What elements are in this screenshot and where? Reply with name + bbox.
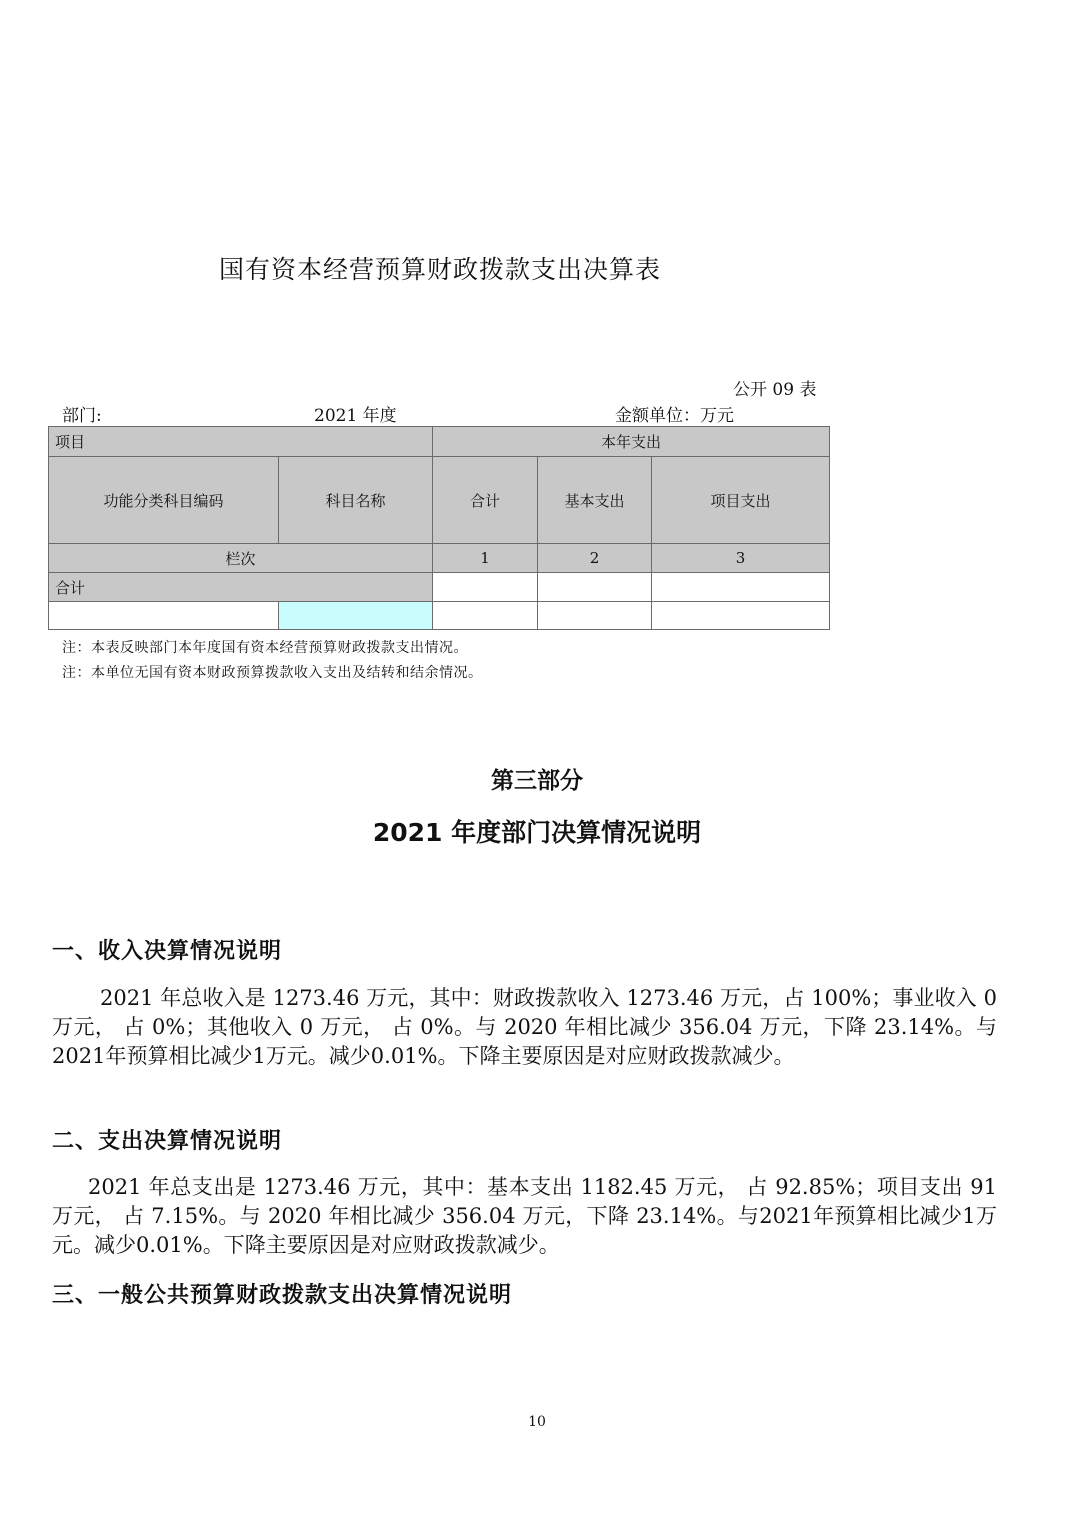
- total-row-basic-cell: [538, 573, 652, 602]
- section-2-paragraph: [52, 1173, 997, 1260]
- department-label: 部门:: [62, 406, 102, 426]
- data-row-total-cell: [433, 602, 538, 630]
- column-index-label: 栏次: [49, 544, 433, 573]
- fiscal-year-label: 2021 年度: [314, 406, 397, 426]
- data-row-basic-cell: [538, 602, 652, 630]
- expenditure-table: [48, 426, 830, 630]
- total-row-total-cell: [433, 573, 538, 602]
- total-row-project-cell: [652, 573, 830, 602]
- section-1-heading: 一、收入决算情况说明: [52, 939, 283, 964]
- table-title: 国有资本经营预算财政拨款支出决算表: [218, 255, 661, 284]
- data-row-project-cell: [652, 602, 830, 630]
- column-index-3: 3: [652, 544, 830, 573]
- item-header: 项目: [49, 427, 433, 457]
- basic-expenditure-header: 基本支出: [538, 457, 652, 544]
- section-3-heading: 三、一般公共预算财政拨款支出决算情况说明: [52, 1283, 513, 1308]
- subject-name-header: 科目名称: [279, 457, 433, 544]
- form-number: 公开 09 表: [733, 380, 817, 400]
- section-2-text: 2021 年总支出是 1273.46 万元，其中：基本支出 1182.45 万元， 占 92.85%；项目支出 91 万元， 占 7.15%。与 2020 年相比减少 356.04 万元，下降 23.14%。与2021年预算相比减少1万元。减少0.01%。下降主要原因是对应财政拨款减少。: [52, 1175, 997, 1257]
- table-note-1: 注：本表反映部门本年度国有资本经营预算财政拨款支出情况。: [62, 640, 468, 656]
- page-number: 10: [528, 1414, 546, 1430]
- total-header: 合计: [433, 457, 538, 544]
- part-subtitle: 2021 年度部门决算情况说明: [372, 818, 702, 847]
- amount-unit-label: 金额单位：万元: [615, 406, 734, 426]
- column-index-1: 1: [433, 544, 538, 573]
- part-title: 第三部分: [491, 768, 583, 794]
- data-row-code-cell: [49, 602, 279, 630]
- column-index-2: 2: [538, 544, 652, 573]
- section-1-paragraph: [52, 984, 997, 1071]
- total-row-label: 合计: [49, 573, 433, 602]
- project-expenditure-header: 项目支出: [652, 457, 830, 544]
- section-2-heading: 二、支出决算情况说明: [52, 1129, 283, 1154]
- data-row-name-cell: [279, 602, 433, 630]
- table-note-2: 注：本单位无国有资本财政预算拨款收入支出及结转和结余情况。: [62, 665, 483, 681]
- section-1-text: 2021 年总收入是 1273.46 万元，其中：财政拨款收入 1273.46 万元，占 100%；事业收入 0 万元， 占 0%；其他收入 0 万元， 占 0%。与 2020 年相比减少 356.04 万元，下降 23.14%。与2021年预算相比减少1万元。减少0.01%。下降主要原因是对应财政拨款减少。: [52, 986, 997, 1068]
- current-year-expenditure-header: 本年支出: [433, 427, 830, 457]
- function-code-header: 功能分类科目编码: [49, 457, 279, 544]
